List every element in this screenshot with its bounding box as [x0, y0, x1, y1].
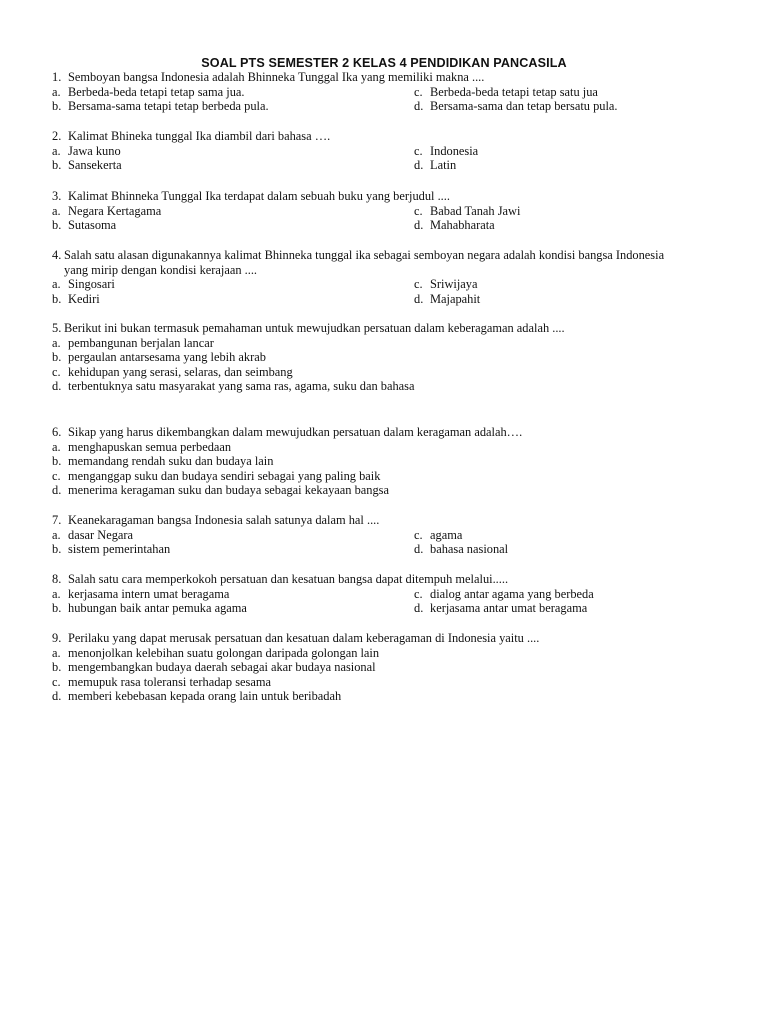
question-text: Sikap yang harus dikembangkan dalam mewujudkan persatuan dalam keragaman adalah….	[68, 425, 523, 439]
question-number: 4.	[52, 248, 62, 262]
option-list	[52, 144, 682, 173]
option-d	[414, 99, 682, 114]
option-letter: c.	[52, 364, 61, 379]
question-number: 1.	[52, 70, 62, 84]
question-number: 9.	[52, 631, 62, 645]
option-letter: c.	[414, 143, 423, 158]
option-letter: d.	[414, 99, 424, 114]
question-number: 6.	[52, 425, 62, 439]
option-text: dasar Negara	[68, 527, 134, 542]
option-a	[52, 204, 414, 219]
option-text: agama	[430, 527, 463, 542]
option-c	[414, 528, 682, 543]
option-text: menganggap suku dan budaya sendiri sebagai yang paling baik	[68, 468, 381, 483]
question-8	[52, 572, 682, 616]
option-text: menghapuskan semua perbedaan	[68, 439, 232, 454]
question-number: 2.	[52, 129, 62, 143]
option-text: menonjolkan kelebihan suatu golongan daripada golongan lain	[68, 645, 380, 660]
question-9	[52, 631, 682, 704]
option-text: Indonesia	[430, 143, 479, 158]
option-c	[414, 204, 682, 219]
option-c	[414, 85, 682, 100]
question-text: Berikut ini bukan termasuk pemahaman untuk mewujudkan persatuan dalam keberagaman adalah ....	[64, 321, 565, 335]
question-text: Salah satu cara memperkokoh persatuan dan kesatuan bangsa dapat ditempuh melalui.....	[68, 572, 509, 586]
option-letter: b.	[52, 99, 62, 114]
option-c	[414, 144, 682, 159]
question-6	[52, 425, 682, 498]
option-text: dialog antar agama yang berbeda	[430, 586, 594, 601]
option-b	[52, 350, 682, 365]
question-number: 5.	[52, 321, 62, 335]
option-letter: a.	[52, 527, 61, 542]
option-list	[52, 204, 682, 233]
option-letter: d.	[52, 483, 62, 498]
question-7	[52, 513, 682, 557]
option-b	[52, 660, 682, 675]
option-list	[52, 85, 682, 114]
option-list	[52, 440, 682, 498]
question-stem	[52, 321, 682, 336]
option-d	[52, 483, 682, 498]
option-text: Kediri	[68, 291, 100, 306]
option-list	[52, 646, 682, 704]
option-letter: a.	[52, 84, 61, 99]
option-c	[414, 277, 682, 292]
option-text: memberi kebebasan kepada orang lain untuk beribadah	[68, 689, 342, 704]
question-number: 8.	[52, 572, 62, 586]
option-text: Bersama-sama dan tetap bersatu pula.	[430, 99, 618, 114]
question-number: 7.	[52, 513, 62, 527]
option-letter: c.	[414, 277, 423, 292]
option-text: Bersama-sama tetapi tetap berbeda pula.	[68, 99, 269, 114]
option-letter: a.	[52, 439, 61, 454]
question-3	[52, 189, 682, 233]
option-letter: a.	[52, 143, 61, 158]
option-list	[52, 528, 682, 557]
option-a	[52, 144, 414, 159]
option-text: mengembangkan budaya daerah sebagai akar budaya nasional	[68, 660, 376, 675]
option-text: Negara Kertagama	[68, 203, 162, 218]
option-letter: d.	[414, 218, 424, 233]
option-list	[52, 587, 682, 616]
option-letter: c.	[414, 84, 423, 99]
option-text: pergaulan antarsesama yang lebih akrab	[68, 350, 266, 365]
option-text: memupuk rasa toleransi terhadap sesama	[68, 674, 271, 689]
option-b	[52, 99, 414, 114]
option-letter: a.	[52, 586, 61, 601]
option-d	[52, 689, 682, 704]
option-b	[52, 218, 414, 233]
option-letter: c.	[414, 203, 423, 218]
option-letter: b.	[52, 454, 62, 469]
option-letter: b.	[52, 601, 62, 616]
option-list	[52, 277, 682, 306]
option-text: Berbeda-beda tetapi tetap satu jua	[430, 84, 598, 99]
option-letter: b.	[52, 291, 62, 306]
option-text: bahasa nasional	[430, 542, 509, 557]
option-text: Babad Tanah Jawi	[430, 203, 521, 218]
option-letter: c.	[52, 468, 61, 483]
option-a	[52, 440, 682, 455]
option-d	[414, 542, 682, 557]
option-text: Singosari	[68, 277, 115, 292]
option-d	[414, 158, 682, 173]
option-text: kehidupan yang serasi, selaras, dan seimbang	[68, 364, 293, 379]
option-c	[52, 469, 682, 484]
exam-title: SOAL PTS SEMESTER 2 KELAS 4 PENDIDIKAN PANCASILA	[201, 56, 567, 70]
option-d	[52, 379, 682, 394]
question-1	[52, 70, 682, 114]
option-letter: d.	[52, 689, 62, 704]
question-text: Kalimat Bhinneka Tunggal Ika terdapat dalam sebuah buku yang berjudul ....	[68, 189, 450, 203]
option-text: sistem pemerintahan	[68, 542, 171, 557]
option-text: hubungan baik antar pemuka agama	[68, 601, 247, 616]
question-stem	[52, 248, 682, 277]
option-text: pembangunan berjalan lancar	[68, 335, 214, 350]
question-stem	[52, 129, 682, 144]
question-text: Perilaku yang dapat merusak persatuan dan kesatuan dalam keberagaman di Indonesia yaitu ....	[68, 631, 540, 645]
option-text: kerjasama antar umat beragama	[430, 601, 588, 616]
option-letter: b.	[52, 542, 62, 557]
question-4	[52, 248, 682, 306]
question-5	[52, 321, 682, 394]
option-text: Jawa kuno	[68, 143, 121, 158]
option-text: Sriwijaya	[430, 277, 478, 292]
option-a	[52, 528, 414, 543]
question-text: Kalimat Bhineka tunggal Ika diambil dari bahasa ….	[68, 129, 331, 143]
question-stem	[52, 425, 682, 440]
option-letter: a.	[52, 203, 61, 218]
option-text: Sansekerta	[68, 158, 122, 173]
question-text: Semboyan bangsa Indonesia adalah Bhinneka Tunggal Ika yang memiliki makna ....	[68, 70, 485, 84]
option-a	[52, 85, 414, 100]
option-text: Latin	[430, 158, 457, 173]
option-list	[52, 336, 682, 394]
question-stem	[52, 189, 682, 204]
question-stem	[52, 631, 682, 646]
option-b	[52, 601, 414, 616]
option-letter: b.	[52, 218, 62, 233]
option-d	[414, 292, 682, 307]
option-letter: a.	[52, 645, 61, 660]
option-text: Sutasoma	[68, 218, 117, 233]
option-letter: d.	[414, 158, 424, 173]
option-c	[414, 587, 682, 602]
option-a	[52, 646, 682, 661]
option-a	[52, 336, 682, 351]
option-a	[52, 277, 414, 292]
option-text: menerima keragaman suku dan budaya sebagai kekayaan bangsa	[68, 483, 389, 498]
option-d	[414, 218, 682, 233]
question-2	[52, 129, 682, 173]
question-stem	[52, 572, 682, 587]
option-text: terbentuknya satu masyarakat yang sama ras, agama, suku dan bahasa	[68, 379, 415, 394]
option-b	[52, 542, 414, 557]
option-b	[52, 292, 414, 307]
question-text: Salah satu alasan digunakannya kalimat Bhinneka tunggal ika sebagai semboyan negara adalah kondisi bangsa Indonesia yang mirip dengan kondisi kerajaan ....	[64, 248, 665, 277]
option-d	[414, 601, 682, 616]
option-letter: d.	[414, 291, 424, 306]
option-letter: a.	[52, 335, 61, 350]
option-text: Berbeda-beda tetapi tetap sama jua.	[68, 84, 245, 99]
option-a	[52, 587, 414, 602]
question-stem	[52, 513, 682, 528]
option-letter: c.	[52, 674, 61, 689]
option-letter: d.	[414, 601, 424, 616]
option-letter: b.	[52, 350, 62, 365]
option-letter: b.	[52, 660, 62, 675]
option-c	[52, 365, 682, 380]
option-b	[52, 454, 682, 469]
option-letter: b.	[52, 158, 62, 173]
option-letter: a.	[52, 277, 61, 292]
option-c	[52, 675, 682, 690]
option-letter: d.	[52, 379, 62, 394]
option-text: Majapahit	[430, 291, 481, 306]
option-b	[52, 158, 414, 173]
question-number: 3.	[52, 189, 62, 203]
option-text: Mahabharata	[430, 218, 495, 233]
question-text: Keanekaragaman bangsa Indonesia salah satunya dalam hal ....	[68, 513, 380, 527]
option-text: memandang rendah suku dan budaya lain	[68, 454, 274, 469]
question-stem	[52, 70, 682, 85]
option-text: kerjasama intern umat beragama	[68, 586, 230, 601]
option-letter: d.	[414, 542, 424, 557]
option-letter: c.	[414, 586, 423, 601]
option-letter: c.	[414, 527, 423, 542]
